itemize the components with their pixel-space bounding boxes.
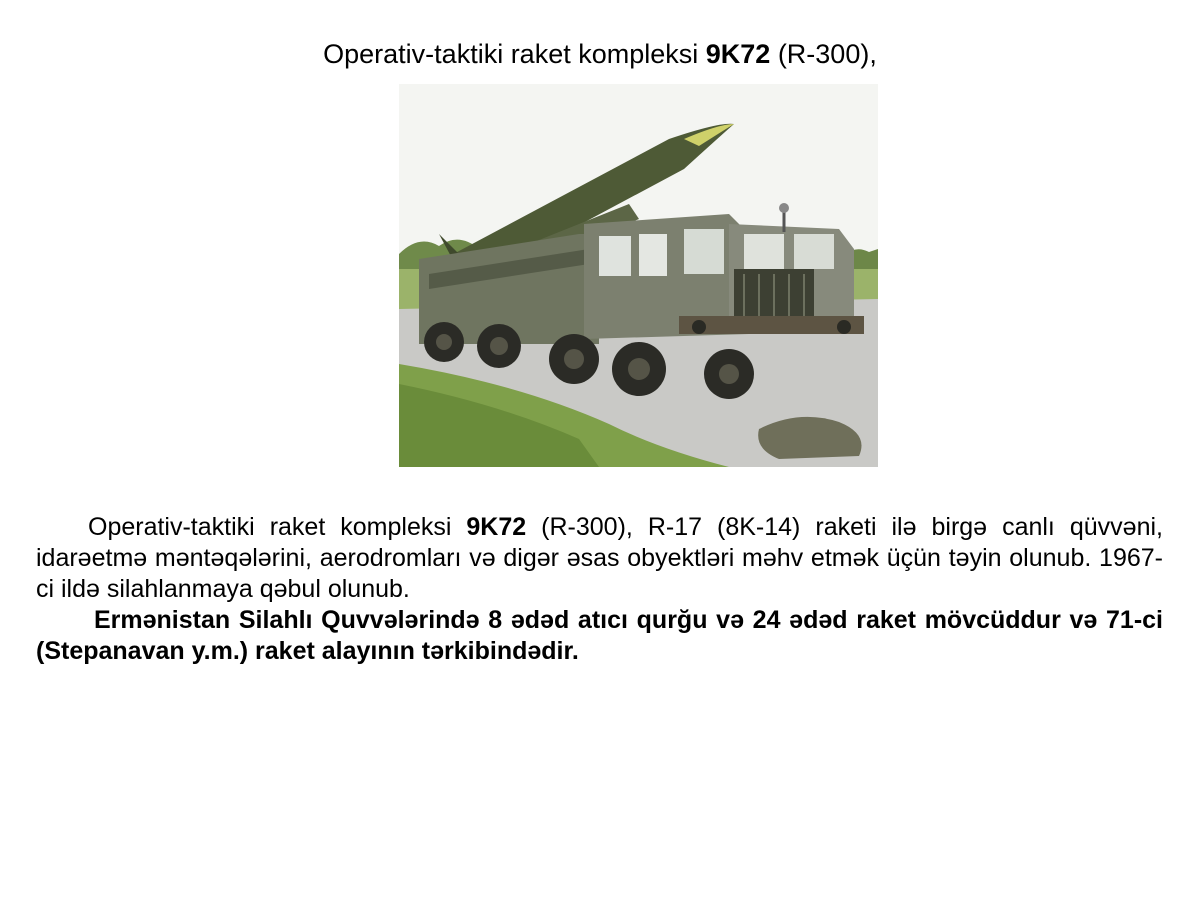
title-suffix: (R-300), [770, 39, 877, 69]
paragraph1-suffix: (R-300), R-17 (8K-14) raketi ilə birgə canlı qüvvəni, idarəetmə məntəqələrini, aerodromları və digər əsas obyektləri məhv etmək üçün təyin olunub. 1967-ci ildə silahlanmaya qəbul olunub. [36, 513, 1163, 603]
paragraph-armenia-forces: Ermənistan Silahlı Quvvələrində 8 ədəd atıcı qurğu və 24 ədəd raket mövcüddur və 71-ci (Stepanavan y.m.) raket alayının tərkibindədir. [36, 606, 1163, 665]
paragraph-description [36, 512, 1163, 605]
missile-launcher-photo [399, 84, 878, 467]
title-bold: 9K72 [705, 39, 771, 69]
paragraph1-bold: 9K72 [466, 513, 527, 541]
page-title [0, 36, 1200, 72]
paragraph1-prefix: Operativ-taktiki raket kompleksi [88, 513, 467, 541]
title-prefix: Operativ-taktiki raket kompleksi [323, 39, 706, 69]
body-text [36, 512, 1163, 667]
